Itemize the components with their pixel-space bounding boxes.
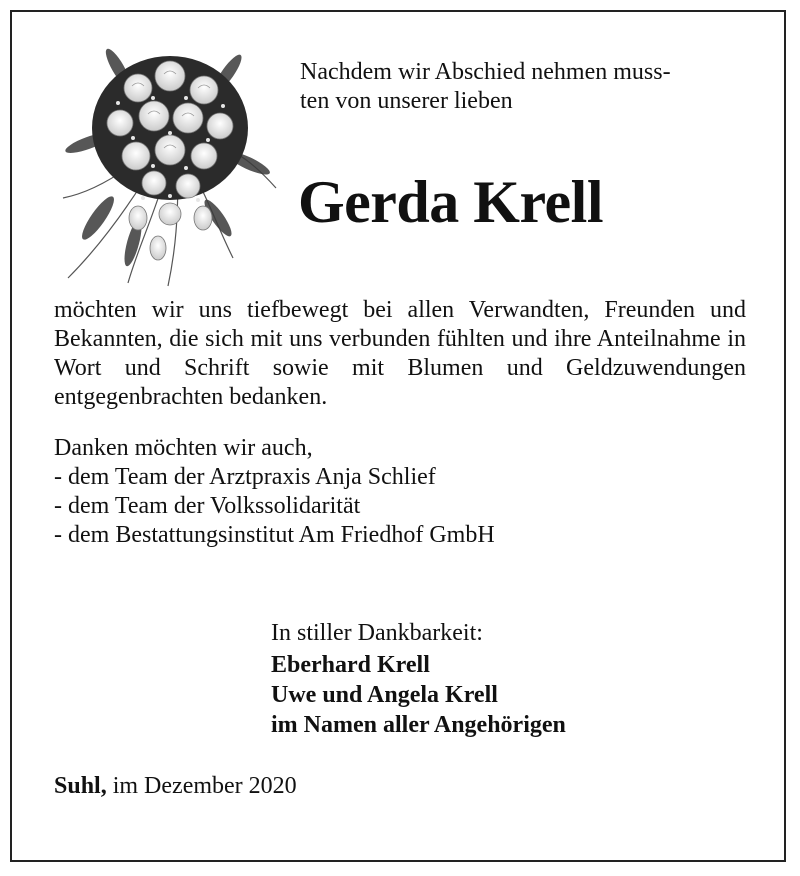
mourner-name: im Namen aller Angehörigen bbox=[271, 712, 566, 738]
mourner-name: Eberhard Krell bbox=[271, 652, 430, 678]
intro-line-2: ten von unserer lieben bbox=[300, 88, 513, 114]
intro-text bbox=[300, 58, 744, 116]
place-date-text: im Dezember 2020 bbox=[112, 773, 297, 799]
signoff-section bbox=[271, 618, 566, 740]
thanks-item: - dem Team der Volkssolidarität bbox=[54, 493, 361, 519]
thanks-section bbox=[54, 434, 495, 550]
intro-line-1: Nachdem wir Abschied nehmen muss- bbox=[300, 59, 671, 85]
body-paragraph: möchten wir uns tiefbewegt bei allen Verwandten, Freunden und Bekannten, die sich mit uns verbunden fühlten und ihre Anteilnahme in Wort und Schrift sowie mit Blumen und Geldzuwendungen entgegenbrachten bedanken. bbox=[54, 297, 746, 410]
signoff-heading: In stiller Dankbarkeit: bbox=[271, 620, 483, 646]
thanks-item: - dem Bestattungsinstitut Am Friedhof GmbH bbox=[54, 522, 495, 548]
thanks-intro: Danken möchten wir auch, bbox=[54, 435, 313, 461]
place-city: Suhl, bbox=[54, 773, 107, 799]
flower-bouquet-icon bbox=[58, 28, 278, 290]
thanks-item: - dem Team der Arztpraxis Anja Schlief bbox=[54, 464, 436, 490]
deceased-name: Gerda Krell bbox=[298, 169, 603, 235]
mourner-name: Uwe und Angela Krell bbox=[271, 682, 498, 708]
place-date bbox=[54, 772, 297, 801]
